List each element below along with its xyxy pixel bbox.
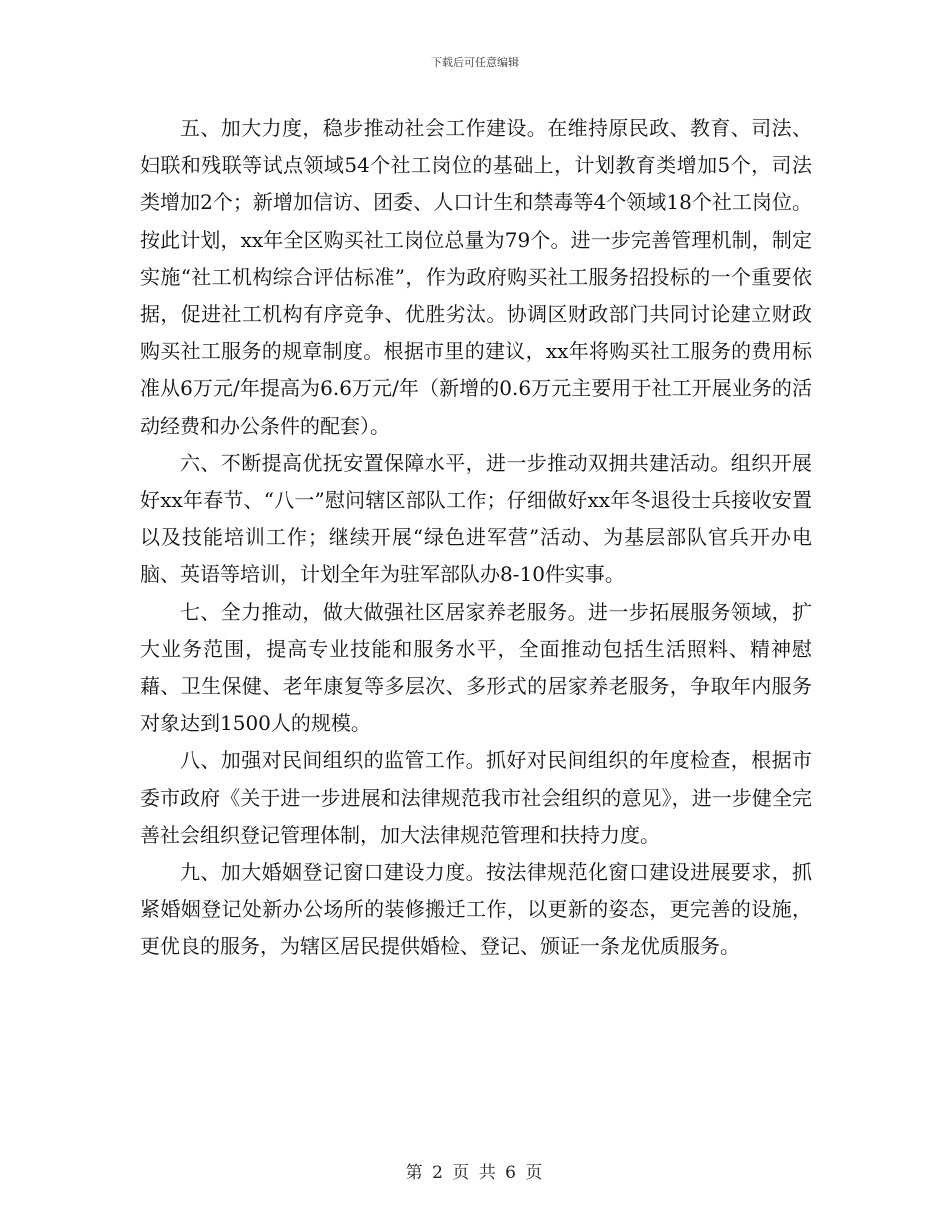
document-body	[140, 110, 812, 966]
paragraph-section-8: 八、加强对民间组织的监管工作。抓好对民间组织的年度检查，根据市委市政府《关于进一步进展和法律规范我市社会组织的意见》，进一步健全完善社会组织登记管理体制，加大法律规范管理和扶持力度。	[140, 748, 812, 847]
page-header-note: 下载后可任意编辑	[431, 56, 519, 69]
page-number-footer: 第 2 页 共 6 页	[405, 1163, 545, 1183]
paragraph-section-9: 九、加大婚姻登记窗口建设力度。按法律规范化窗口建设进展要求，抓紧婚姻登记处新办公场所的装修搬迁工作，以更新的姿态，更完善的设施，更优良的服务，为辖区居民提供婚检、登记、颁证一条龙优质服务。	[140, 860, 812, 959]
paragraph-section-7: 七、全力推动，做大做强社区居家养老服务。进一步拓展服务领域，扩大业务范围，提高专业技能和服务水平，全面推动包括生活照料、精神慰藉、卫生保健、老年康复等多层次、多形式的居家养老服务，争取年内服务对象达到1500人的规模。	[140, 599, 812, 736]
paragraph-section-6: 六、不断提高优抚安置保障水平，进一步推动双拥共建活动。组织开展好xx年春节、“八一”慰问辖区部队工作；仔细做好xx年冬退役士兵接收安置以及技能培训工作；继续开展“绿色进军营”活动、为基层部队官兵开办电脑、英语等培训，计划全年为驻军部队办8-10件实事。	[140, 450, 812, 587]
paragraph-section-5: 五、加大力度，稳步推动社会工作建设。在维持原民政、教育、司法、妇联和残联等试点领域54个社工岗位的基础上，计划教育类增加5个，司法类增加2个；新增加信访、团委、人口计生和禁毒等4个领域18个社工岗位。按此计划，xx年全区购买社工岗位总量为79个。进一步完善管理机制，制定实施“社工机构综合评估标准”，作为政府购买社工服务招投标的一个重要依据，促进社工机构有序竞争、优胜劣汰。协调区财政部门共同讨论建立财政购买社工服务的规章制度。根据市里的建议，xx年将购买社工服务的费用标准从6万元/年提高为6.6万元/年（新增的0.6万元主要用于社工开展业务的活动经费和办公条件的配套）。	[140, 116, 812, 438]
